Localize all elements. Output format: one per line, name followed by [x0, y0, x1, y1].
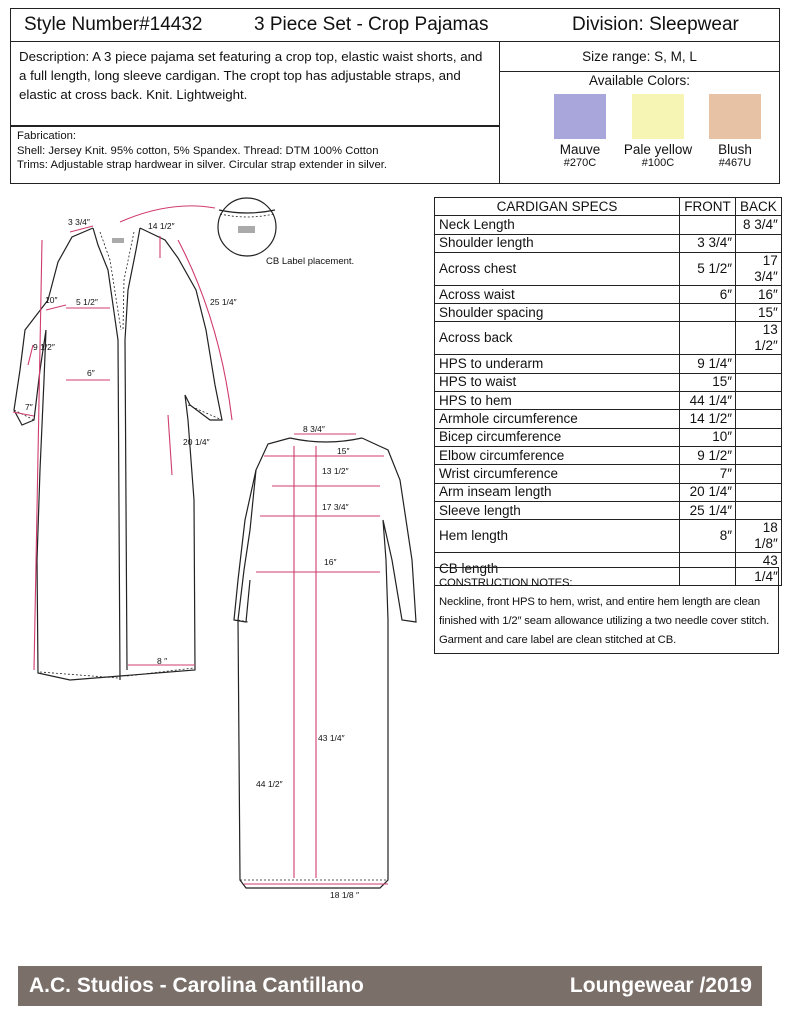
- spec-label: Hem length: [435, 520, 680, 553]
- spec-front: 9 1/4″: [680, 355, 736, 373]
- spec-back: 43 1/4″: [736, 553, 782, 586]
- size-range: Size range: S, M, L: [500, 42, 780, 72]
- spec-front: 3 3/4″: [680, 234, 736, 252]
- spec-label: Arm inseam length: [435, 483, 680, 501]
- division: Division: Sleepwear: [572, 14, 739, 35]
- dim-front-sleeve: 25 1/4″: [210, 297, 237, 307]
- dim-front-armhole: 14 1/2″: [148, 221, 175, 231]
- spec-label: Wrist circumference: [435, 465, 680, 483]
- fabrication-heading: Fabrication:: [17, 130, 77, 142]
- dim-front-chest: 5 1/2″: [76, 297, 98, 307]
- spec-front: 25 1/4″: [680, 501, 736, 519]
- dim-front-hem: 8 ″: [157, 656, 168, 666]
- page-title: 3 Piece Set - Crop Pajamas: [254, 14, 489, 35]
- header-back: BACK: [736, 198, 782, 216]
- spec-label: Sleeve length: [435, 501, 680, 519]
- spec-label: HPS to underarm: [435, 355, 680, 373]
- color-code: #100C: [641, 157, 675, 169]
- dim-front-bicep: 10″: [45, 295, 58, 305]
- color-code: #270C: [563, 157, 597, 169]
- spec-front: 15″: [680, 373, 736, 391]
- dim-back-across-back: 13 1/2″: [322, 466, 349, 476]
- header-front: FRONT: [680, 198, 736, 216]
- label-icon: [112, 238, 124, 243]
- dim-front-elbow: 9 1/2″: [33, 342, 55, 352]
- spec-back: 15″: [736, 304, 782, 322]
- spec-label: Across back: [435, 322, 680, 355]
- color-code: #467U: [718, 157, 752, 169]
- dim-back-neck: 8 3/4″: [303, 424, 325, 434]
- spec-label: Elbow circumference: [435, 446, 680, 464]
- dim-back-waist: 16″: [324, 557, 337, 567]
- spec-back: 18 1/8″: [736, 520, 782, 553]
- spec-front: 8″: [680, 520, 736, 553]
- dim-back-chest: 17 3/4″: [322, 502, 349, 512]
- dim-back-hem: 18 1/8 ″: [330, 890, 360, 900]
- spec-back: 16″: [736, 285, 782, 303]
- spec-front: 7″: [680, 465, 736, 483]
- spec-front: 20 1/4″: [680, 483, 736, 501]
- spec-label: HPS to waist: [435, 373, 680, 391]
- spec-label: Armhole circumference: [435, 410, 680, 428]
- description-text: Description: A 3 piece pajama set featuring a crop top, elastic waist shorts, and a full length, long sleeve cardigan. The cropt top has adjustable straps, and elastic at cross back. Knit. Lightweight.: [19, 49, 483, 102]
- dim-front-waist: 6″: [87, 368, 95, 378]
- footer-bar: [18, 966, 762, 1006]
- spec-front: 5 1/2″: [680, 252, 736, 285]
- dim-back-shoulder-spacing: 15″: [337, 446, 350, 456]
- spec-label: Neck Length: [435, 216, 680, 234]
- color-name: Blush: [718, 142, 752, 157]
- spec-back: 8 3/4″: [736, 216, 782, 234]
- spec-back: 13 1/2″: [736, 322, 782, 355]
- construction-heading: CONSTRUCTION NOTES:: [439, 577, 573, 589]
- dim-front-shoulder: 3 3/4″: [68, 217, 90, 227]
- header-specs: CARDIGAN SPECS: [435, 198, 680, 216]
- spec-front: 10″: [680, 428, 736, 446]
- spec-label: HPS to hem: [435, 392, 680, 410]
- spec-front: 6″: [680, 285, 736, 303]
- fabrication-shell: Shell: Jersey Knit. 95% cotton, 5% Spandex. Thread: DTM 100% Cotton: [17, 144, 379, 157]
- spec-label: Across waist: [435, 285, 680, 303]
- spec-back: 17 3/4″: [736, 252, 782, 285]
- style-number: Style Number#14432: [24, 14, 203, 35]
- color-name: Pale yellow: [623, 142, 693, 157]
- footer-studio: A.C. Studios - Carolina Cantillano: [29, 974, 364, 997]
- dim-back-hps-hem: 44 1/2″: [256, 779, 283, 789]
- fabrication-trims: Trims: Adjustable strap hardwear in silver. Circular strap extender in silver.: [17, 159, 388, 171]
- colors-title: Available Colors:: [588, 73, 691, 88]
- color-name: Mauve: [559, 142, 601, 157]
- dim-back-cb-length: 43 1/4″: [318, 733, 345, 743]
- dim-front-inseam: 20 1/4″: [183, 437, 210, 447]
- construction-text: Neckline, front HPS to hem, wrist, and entire hem length are clean finished with 1/2″ seam allowance utilizing a two needle cover stitch. Garment and care label are clean stitched at CB.: [439, 596, 770, 646]
- spec-label: Across chest: [435, 252, 680, 285]
- footer-collection: Loungewear /2019: [569, 974, 752, 997]
- spec-label: Shoulder spacing: [435, 304, 680, 322]
- spec-front: 9 1/2″: [680, 446, 736, 464]
- spec-label: Shoulder length: [435, 234, 680, 252]
- spec-label: Bicep circumference: [435, 428, 680, 446]
- cb-label-caption: CB Label placement.: [266, 256, 355, 267]
- spec-front: 14 1/2″: [680, 410, 736, 428]
- spec-label: CB length: [435, 553, 680, 586]
- spec-front: 44 1/4″: [680, 392, 736, 410]
- dim-front-wrist: 7″: [25, 402, 33, 412]
